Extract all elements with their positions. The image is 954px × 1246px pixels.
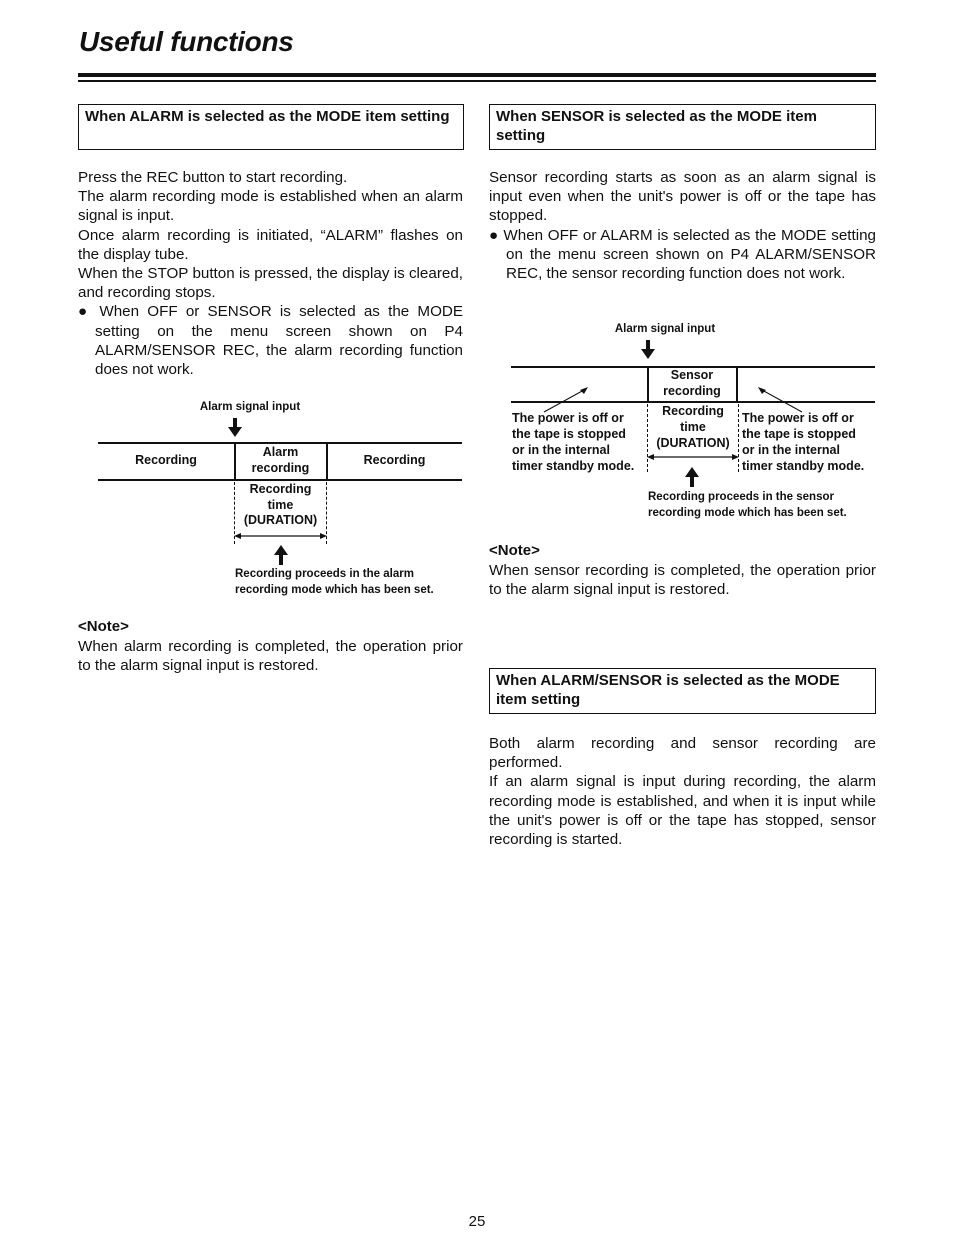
sensor-note-text: When sensor recording is completed, the operation prior to the alarm signal input is restored. bbox=[489, 562, 876, 599]
sensor-time-2: time bbox=[680, 420, 706, 434]
alarm-note-text: When alarm recording is completed, the operation prior to the alarm signal input is restored. bbox=[78, 638, 463, 675]
sensor-left-3: or in the internal bbox=[512, 443, 610, 457]
alarm-para-1: Press the REC button to start recording. bbox=[78, 169, 348, 186]
sensor-left-4: timer standby mode. bbox=[512, 459, 635, 473]
sensor-time-3: (DURATION) bbox=[656, 436, 730, 450]
pointer-line-left bbox=[540, 384, 590, 414]
sensor-caption-2: recording mode which has been set. bbox=[648, 507, 847, 519]
alarm-sensor-section-heading-text: When ALARM/SENSOR is selected as the MODE item setting bbox=[496, 672, 840, 708]
sensor-section-heading-text: When SENSOR is selected as the MODE item setting bbox=[496, 108, 817, 144]
alarm-section-heading bbox=[78, 104, 464, 150]
sensor-right-3: or in the internal bbox=[742, 443, 840, 457]
sensor-right-2: the tape is stopped bbox=[742, 427, 856, 441]
alarm-time-3: (DURATION) bbox=[243, 513, 318, 527]
alarm-cell-right: Recording bbox=[363, 453, 426, 467]
alarm-sensor-section-body bbox=[489, 734, 876, 849]
alarm-sensor-section-heading bbox=[489, 668, 876, 714]
alarm-time-1: Recording bbox=[249, 482, 312, 496]
sensor-bullet: ● When OFF or ALARM is selected as the MODE setting on the menu screen shown on P4 ALARM/SENSOR REC, the sensor recording function does not work. bbox=[489, 226, 876, 283]
sensor-time-1: Recording bbox=[662, 404, 724, 418]
alarm-caption-2: recording mode which has been set. bbox=[235, 584, 434, 596]
sensor-section-body bbox=[489, 168, 876, 283]
sensor-note-heading: <Note> bbox=[489, 542, 540, 559]
sensor-cell-mid-1: Sensor bbox=[670, 368, 714, 382]
alarm-cell-left: Recording bbox=[135, 453, 197, 467]
sensor-left-2: the tape is stopped bbox=[512, 427, 626, 441]
alarm-cell-mid-2: recording bbox=[251, 461, 310, 475]
alarm-diagram-bottom-line bbox=[98, 479, 462, 481]
sensor-right-1: The power is off or bbox=[742, 411, 854, 425]
sensor-para-1: Sensor recording starts as soon as an alarm signal is input even when the unit's power is off or the tape has stopped. bbox=[489, 169, 876, 225]
duration-double-arrow-icon bbox=[234, 531, 327, 541]
title-rule-thick bbox=[78, 73, 876, 77]
alarm-signal-label: Alarm signal input bbox=[199, 401, 301, 413]
alarm-para-2: The alarm recording mode is established when an alarm signal is input. bbox=[78, 188, 463, 225]
page-title: Useful functions bbox=[79, 26, 294, 57]
sensor-signal-label: Alarm signal input bbox=[614, 323, 716, 335]
sensor-cell-mid-2: recording bbox=[663, 384, 721, 398]
title-rule-thin bbox=[78, 80, 876, 82]
alarm-diagram-top-line bbox=[98, 442, 462, 444]
down-arrow-icon bbox=[641, 340, 655, 360]
alarm-bullet: ● When OFF or SENSOR is selected as the MODE setting on the menu screen shown on P4 ALARM/SENSOR REC, the alarm recording function does not work. bbox=[78, 303, 463, 379]
sensor-diagram-divider-2 bbox=[736, 366, 738, 402]
alarm-para-3: Once alarm recording is initiated, “ALARM” flashes on the display tube. bbox=[78, 226, 463, 263]
up-arrow-icon bbox=[274, 545, 288, 565]
sensor-section-heading bbox=[489, 104, 876, 150]
alarm-note-heading: <Note> bbox=[78, 618, 129, 635]
alarm-para-4: When the STOP button is pressed, the display is cleared, and recording stops. bbox=[78, 265, 463, 302]
alarm-cell-mid-1: Alarm bbox=[262, 445, 299, 459]
alarm-caption-1: Recording proceeds in the alarm bbox=[235, 568, 414, 580]
alarm-time-2: time bbox=[267, 498, 294, 512]
alarm-sensor-para-2: If an alarm signal is input during recording, the alarm recording mode is established, and when it is input while the unit's power is off or the tape has stopped, sensor recording is started. bbox=[489, 773, 876, 849]
duration-double-arrow-icon bbox=[647, 452, 739, 462]
page-number: 25 bbox=[468, 1213, 486, 1230]
pointer-line-right bbox=[756, 384, 806, 414]
sensor-right-4: timer standby mode. bbox=[742, 459, 865, 473]
alarm-sensor-para-1: Both alarm recording and sensor recording are performed. bbox=[489, 735, 876, 772]
alarm-section-body bbox=[78, 168, 463, 379]
alarm-section-heading-text: When ALARM is selected as the MODE item setting bbox=[85, 108, 450, 125]
down-arrow-icon bbox=[228, 418, 242, 438]
sensor-caption-1: Recording proceeds in the sensor bbox=[648, 491, 834, 503]
up-arrow-icon bbox=[685, 467, 699, 487]
sensor-left-1: The power is off or bbox=[512, 411, 624, 425]
